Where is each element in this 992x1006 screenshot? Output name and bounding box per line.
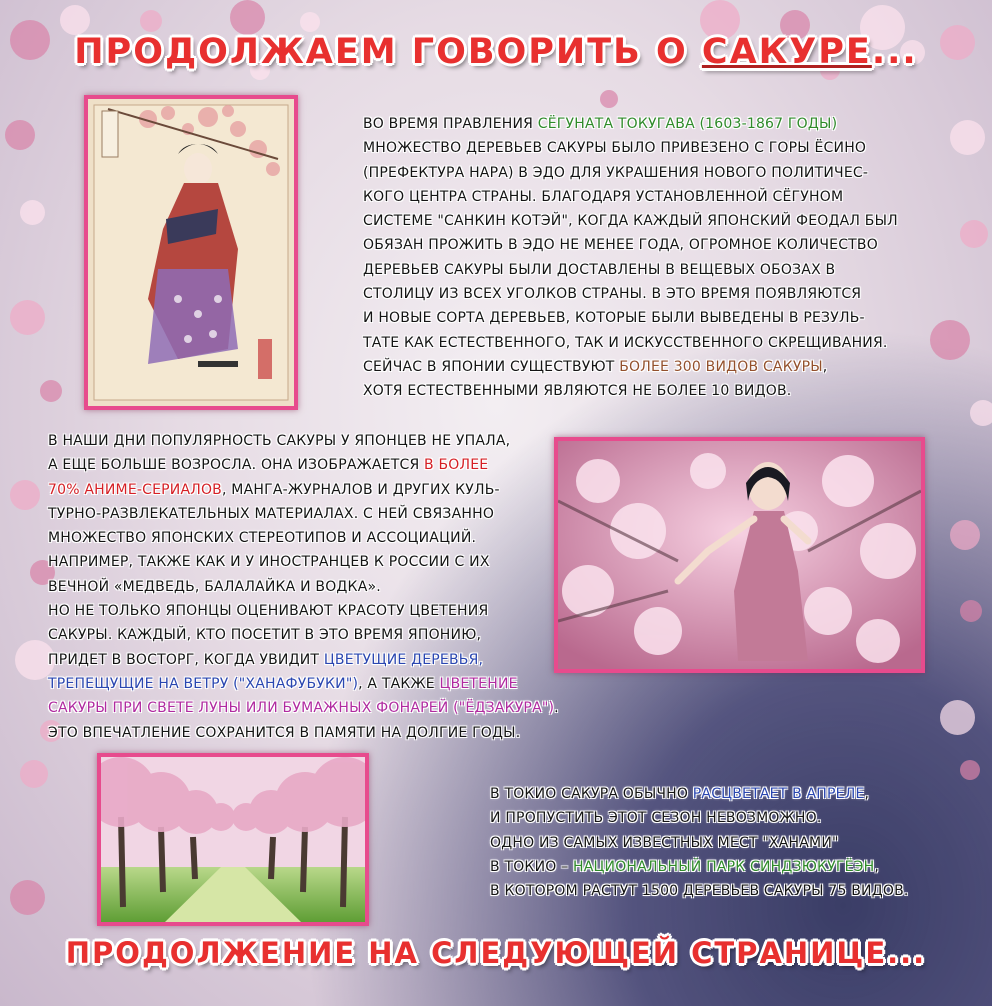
text-line (363, 209, 898, 233)
highlighted-term: ЦВЕТУЩИЕ ДЕРЕВЬЯ, (323, 651, 484, 668)
text-segment: ДЕРЕВЬЕВ САКУРЫ БЫЛИ ДОСТАВЛЕНЫ В ВЕЩЕВЫХ ОБОЗАХ В (363, 261, 836, 278)
text-line (48, 478, 559, 502)
cherry-alley-image (97, 753, 369, 926)
text-segment: ХОТЯ ЕСТЕСТВЕННЫМИ ЯВЛЯЮТСЯ НЕ БОЛЕЕ 10 ВИДОВ. (363, 383, 792, 400)
blossom-decoration (950, 120, 985, 155)
page-title (0, 32, 992, 72)
paragraph-tokyo-lines (490, 782, 909, 903)
text-segment: (ПРЕФЕКТУРА НАРА) В ЭДО ДЛЯ УКРАШЕНИЯ НОВОГО ПОЛИТИЧЕС- (363, 164, 869, 181)
blossom-decoration (300, 12, 320, 32)
text-line (48, 429, 559, 453)
blossom-decoration (10, 480, 40, 510)
text-line (490, 879, 909, 903)
text-line (48, 672, 559, 696)
blossom-decoration (960, 220, 988, 248)
text-line (48, 696, 559, 720)
text-line (48, 502, 559, 526)
text-line (48, 453, 559, 477)
blossom-decoration (60, 5, 90, 35)
text-segment: ЭТО ВПЕЧАТЛЕНИЕ СОХРАНИТСЯ В ПАМЯТИ НА ДОЛГИЕ ГОДЫ. (48, 724, 521, 741)
highlighted-term: СЁГУНАТА ТОКУГАВА (1603-1867 ГОДЫ) (537, 116, 838, 132)
blossom-decoration (140, 10, 162, 32)
highlighted-term: В БОЛЕЕ (424, 457, 489, 474)
text-segment: САКУРЫ. КАЖДЫЙ, КТО ПОСЕТИТ В ЭТО ВРЕМЯ ЯПОНИЮ, (48, 627, 482, 644)
text-segment: СТОЛИЦУ ИЗ ВСЕХ УГОЛКОВ СТРАНЫ. В ЭТО ВРЕМЯ ПОЯВЛЯЮТСЯ (363, 286, 862, 303)
text-line (48, 648, 559, 672)
text-line (363, 185, 898, 209)
text-line (363, 112, 898, 136)
blossom-decoration (960, 760, 980, 780)
text-line (363, 258, 898, 282)
text-segment: , (874, 858, 880, 875)
highlighted-term: САКУРЫ ПРИ СВЕТЕ ЛУНЫ ИЛИ БУМАЖНЫХ ФОНАРЕЙ ("ЁДЗАКУРА") (48, 700, 555, 717)
paragraph-history-lines (363, 112, 898, 404)
text-segment: КОГО ЦЕНТРА СТРАНЫ. БЛАГОДАРЯ УСТАНОВЛЕННОЙ СЁГУНОМ (363, 188, 844, 205)
woodblock-image (84, 95, 298, 410)
paragraph-history (363, 112, 898, 404)
text-segment: МНОЖЕСТВО ДЕРЕВЬЕВ САКУРЫ БЫЛО ПРИВЕЗЕНО С ГОРЫ ЁСИНО (363, 140, 867, 157)
text-line (363, 331, 898, 355)
text-segment: ПРИДЕТ В ВОСТОРГ, КОГДА УВИДИТ (48, 651, 324, 668)
text-segment: ВЕЧНОЙ «МЕДВЕДЬ, БАЛАЛАЙКА И ВОДКА». (48, 578, 381, 595)
text-line (363, 136, 898, 160)
text-segment: И ПРОПУСТИТЬ ЭТОТ СЕЗОН НЕВОЗМОЖНО. (490, 810, 822, 827)
text-line (48, 526, 559, 550)
text-segment: И НОВЫЕ СОРТА ДЕРЕВЬЕВ, КОТОРЫЕ БЫЛИ ВЫВЕДЕНЫ В РЕЗУЛЬ- (363, 310, 865, 327)
highlighted-term: БОЛЕЕ 300 ВИДОВ САКУРЫ (619, 358, 823, 375)
text-segment: НО НЕ ТОЛЬКО ЯПОНЦЫ ОЦЕНИВАЮТ КРАСОТУ ЦВЕТЕНИЯ (48, 603, 489, 620)
text-line (490, 831, 909, 855)
text-line (490, 855, 909, 879)
blossom-decoration (940, 700, 975, 735)
text-line (363, 233, 898, 257)
blossom-decoration (40, 380, 62, 402)
text-segment: , (822, 358, 828, 375)
text-segment: ТУРНО-РАЗВЛЕКАТЕЛЬНЫХ МАТЕРИАЛАХ. С НЕЙ СВЯЗАННО (48, 505, 495, 522)
anime-image (554, 437, 925, 673)
text-segment: ВО ВРЕМЯ ПРАВЛЕНИЯ (363, 116, 538, 132)
text-line (48, 550, 559, 574)
blossom-decoration (10, 300, 45, 335)
text-segment: В ТОКИО САКУРА ОБЫЧНО (490, 786, 693, 802)
text-segment: В ТОКИО – (490, 858, 573, 875)
title-text: ПРОДОЛЖАЕМ ГОВОРИТЬ О (74, 32, 702, 72)
blossom-decoration (10, 880, 45, 915)
text-line (490, 806, 909, 830)
highlighted-term: 70% АНИМЕ-СЕРИАЛОВ (48, 481, 222, 498)
blossom-decoration (950, 520, 980, 550)
continued-footer: ПРОДОЛЖЕНИЕ НА СЛЕДУЮЩЕЙ СТРАНИЦЕ... (65, 936, 927, 970)
text-line (48, 575, 559, 599)
title-accent: САКУРЕ (701, 32, 872, 72)
text-line (363, 282, 898, 306)
text-segment: В КОТОРОМ РАСТУТ 1500 ДЕРЕВЬЕВ САКУРЫ 75 ВИДОВ. (490, 883, 909, 900)
blossom-decoration (5, 120, 35, 150)
text-segment: НАПРИМЕР, ТАКЖЕ КАК И У ИНОСТРАНЦЕВ К РОССИИ С ИХ (48, 554, 490, 571)
text-segment: А ЕЩЕ БОЛЬШЕ ВОЗРОСЛА. ОНА ИЗОБРАЖАЕТСЯ (48, 457, 425, 474)
text-line (363, 355, 898, 379)
text-line (363, 161, 898, 185)
highlighted-term: ТРЕПЕЩУЩИЕ НА ВЕТРУ ("ХАНАФУБУКИ") (48, 675, 359, 692)
text-line (490, 782, 909, 806)
paragraph-tokyo (490, 782, 909, 903)
blossom-decoration (930, 320, 970, 360)
text-segment: ОДНО ИЗ САМЫХ ИЗВЕСТНЫХ МЕСТ "ХАНАМИ" (490, 834, 839, 851)
text-segment: СИСТЕМЕ "САНКИН КОТЭЙ", КОГДА КАЖДЫЙ ЯПОНСКИЙ ФЕОДАЛ БЫЛ (363, 213, 898, 230)
blossom-decoration (960, 600, 982, 622)
text-segment: ОБЯЗАН ПРОЖИТЬ В ЭДО НЕ МЕНЕЕ ГОДА, ОГРОМНОЕ КОЛИЧЕСТВО (363, 237, 878, 254)
blossom-decoration (20, 760, 48, 788)
text-line (363, 306, 898, 330)
highlighted-term: ЦВЕТЕНИЕ (439, 675, 518, 692)
paragraph-popularity (48, 429, 559, 745)
text-line (48, 599, 559, 623)
text-line (48, 721, 559, 745)
text-segment: ТАТЕ КАК ЕСТЕСТВЕННОГО, ТАК И ИСКУССТВЕННОГО СКРЕЩИВАНИЯ. (363, 334, 888, 351)
text-segment: , (864, 786, 870, 802)
blossom-decoration (230, 0, 265, 35)
text-segment: , МАНГА-ЖУРНАЛОВ И ДРУГИХ КУЛЬ- (222, 481, 500, 498)
text-segment: В НАШИ ДНИ ПОПУЛЯРНОСТЬ САКУРЫ У ЯПОНЦЕВ НЕ УПАЛА, (48, 433, 511, 449)
text-segment: , А ТАКЖЕ (358, 675, 440, 692)
paragraph-popularity-lines (48, 429, 559, 745)
blossom-decoration (970, 400, 992, 426)
text-line (48, 623, 559, 647)
blossom-decoration (600, 90, 618, 108)
title-ellipsis: ... (871, 32, 918, 72)
highlighted-term: РАСЦВЕТАЕТ В АПРЕЛЕ (692, 786, 865, 802)
text-segment: МНОЖЕСТВО ЯПОНСКИХ СТЕРЕОТИПОВ И АССОЦИАЦИЙ. (48, 530, 477, 547)
highlighted-term: НАЦИОНАЛЬНЫЙ ПАРК СИНДЗЮКУГЁЭН (572, 858, 875, 875)
text-segment: СЕЙЧАС В ЯПОНИИ СУЩЕСТВУЮТ (363, 358, 620, 375)
text-segment: . (554, 700, 559, 717)
blossom-decoration (20, 200, 45, 225)
text-line (363, 379, 898, 403)
